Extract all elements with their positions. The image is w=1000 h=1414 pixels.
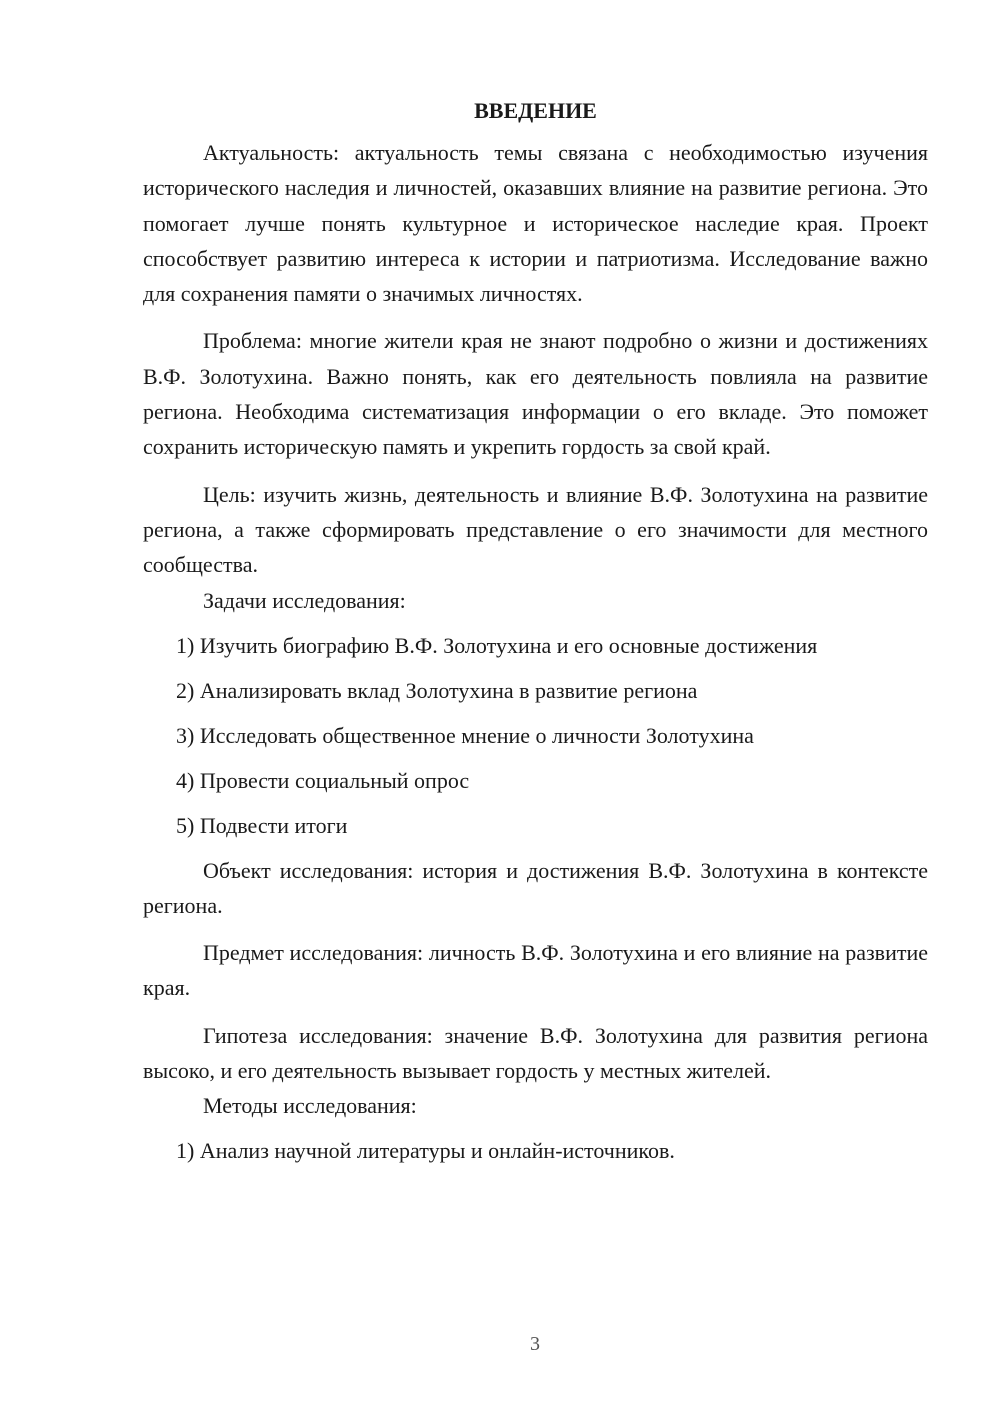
methods-list (143, 1133, 928, 1168)
page-content (143, 93, 928, 1168)
object-paragraph: Объект исследования: история и достижения В.Ф. Золотухина в контексте региона. (143, 857, 928, 918)
list-item: 1) Изучить биографию В.Ф. Золотухина и его основные достижения (176, 632, 818, 658)
relevance-paragraph: Актуальность: актуальность темы связана с необходимостью изучения исторического наследия и личностей, оказавших влияние на развитие региона. Это помогает лучше понять культурное и историческое наследие края. Проект способствует развитию интереса к истории и патриотизма. Исследование важно для сохранения памяти о значимых личностях. (143, 140, 928, 307)
list-item: 1) Анализ научной литературы и онлайн-источников. (176, 1138, 675, 1164)
list-item: 2) Анализировать вклад Золотухина в развитие региона (176, 677, 698, 703)
tasks-list (143, 628, 928, 843)
list-item: 3) Исследовать общественное мнение о личности Золотухина (176, 722, 754, 748)
list-item: 5) Подвести итоги (176, 812, 348, 838)
goal-paragraph: Цель: изучить жизнь, деятельность и влияние В.Ф. Золотухина на развитие региона, а также сформировать представление о его значимости для местного сообщества. (143, 481, 928, 578)
methods-heading: Методы исследования: (203, 1093, 417, 1119)
tasks-heading: Задачи исследования: (203, 587, 406, 613)
page-number: 3 (530, 1333, 540, 1355)
list-item: 4) Провести социальный опрос (176, 767, 470, 793)
hypothesis-paragraph: Гипотеза исследования: значение В.Ф. Золотухина для развития региона высоко, и его деятельность вызывает гордость у местных жителей. (143, 1022, 928, 1084)
subject-paragraph: Предмет исследования: личность В.Ф. Золотухина и его влияние на развитие края. (143, 940, 928, 1001)
section-title: ВВЕДЕНИЕ (474, 98, 597, 123)
problem-paragraph: Проблема: многие жители края не знают подробно о жизни и достижениях В.Ф. Золотухина. Важно понять, как его деятельность повлияла на развитие региона. Необходима систематизация информации о его вкладе. Это поможет сохранить историческую память и укрепить гордость за свой край. (143, 328, 928, 460)
